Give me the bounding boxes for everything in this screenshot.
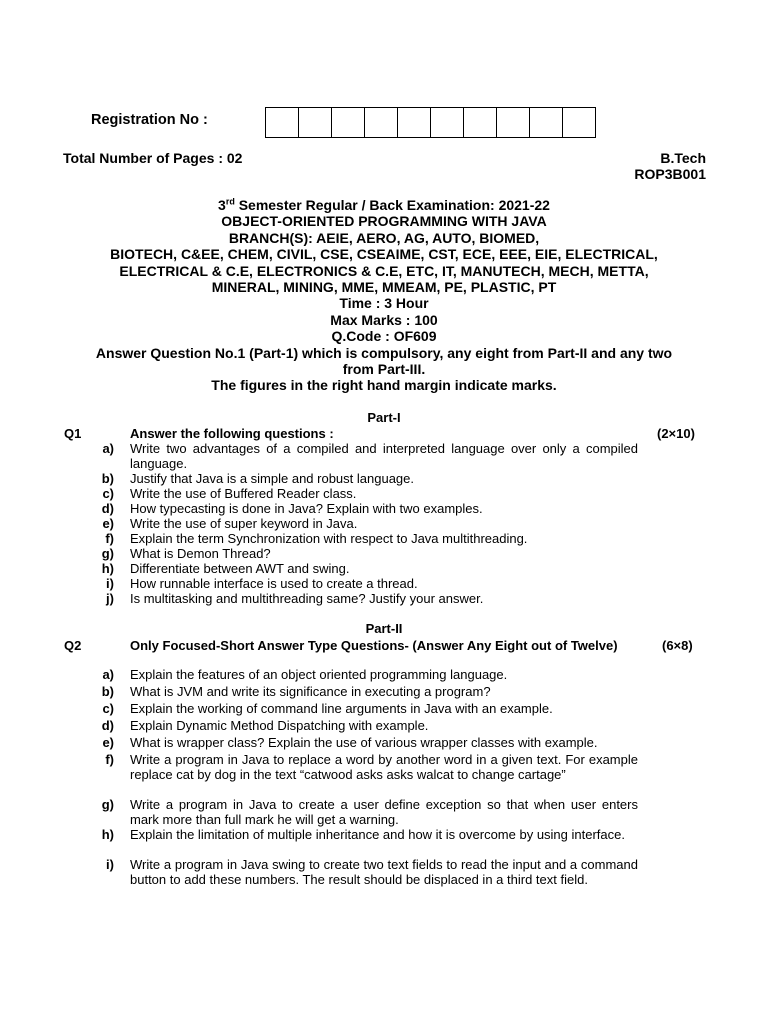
exam-header (40, 197, 728, 394)
item-text: Explain the limitation of multiple inheritance and how it is overcome by using interface. (130, 827, 625, 842)
part-2-heading: Part-II (365, 621, 403, 636)
item-text: Write two advantages of a compiled and interpreted language over only a compiled language. (130, 441, 638, 471)
registration-box (431, 108, 464, 137)
question-title: Only Focused-Short Answer Type Questions- (Answer Any Eight out of Twelve) (130, 638, 618, 653)
registration-box (332, 108, 365, 137)
semester-line (40, 197, 728, 213)
item-label: c) (102, 701, 114, 716)
item-text: What is JVM and write its significance in executing a program? (130, 684, 491, 699)
max-marks: Max Marks : 100 (330, 311, 438, 328)
item-label: f) (105, 752, 114, 767)
item-text: Write the use of Buffered Reader class. (130, 486, 357, 501)
question-number: Q2 (64, 638, 82, 653)
registration-box (299, 108, 332, 137)
item-label: j) (106, 591, 114, 606)
item-text: Explain the working of command line arguments in Java with an example. (130, 701, 553, 716)
question-code: Q.Code : OF609 (331, 328, 437, 345)
degree: B.Tech (660, 150, 706, 166)
item-text: Write a program in Java swing to create two text fields to read the input and a command button to add these numbers. The result should be displaced in a third text field. (130, 857, 638, 887)
exam-time: Time : 3 Hour (339, 295, 429, 312)
registration-box (464, 108, 497, 137)
semester-number: 3 (218, 197, 226, 213)
item-label: a) (102, 441, 114, 456)
part-1-heading: Part-I (367, 410, 401, 425)
registration-box (563, 108, 595, 137)
item-label: i) (106, 857, 114, 872)
item-text: Explain Dynamic Method Dispatching with example. (130, 718, 429, 733)
item-label: d) (101, 501, 114, 516)
item-text: Explain the term Synchronization with respect to Java multithreading. (130, 531, 528, 546)
item-text: How typecasting is done in Java? Explain with two examples. (130, 501, 483, 516)
item-label: b) (101, 471, 114, 486)
item-label: d) (101, 718, 114, 733)
item-label: i) (106, 576, 114, 591)
branches-line: MINERAL, MINING, MME, MMEAM, PE, PLASTIC, PT (211, 279, 557, 296)
item-text: Explain the features of an object oriented programming language. (130, 667, 508, 682)
item-label: f) (105, 531, 114, 546)
semester-suffix: rd (225, 196, 235, 207)
item-label: h) (101, 561, 114, 576)
question-title: Answer the following questions : (130, 426, 334, 441)
registration-label: Registration No : (91, 112, 208, 128)
branches-line: BRANCH(S): AEIE, AERO, AG, AUTO, BIOMED, (228, 229, 540, 246)
instruction-line: from Part-III. (342, 361, 426, 378)
item-text: Justify that Java is a simple and robust language. (130, 471, 414, 486)
question-number: Q1 (64, 426, 82, 441)
item-label: h) (101, 827, 114, 842)
degree-and-code (634, 150, 706, 182)
item-label: g) (101, 797, 114, 812)
item-label: b) (101, 684, 114, 699)
item-text: Is multitasking and multithreading same? Justify your answer. (130, 591, 484, 606)
registration-box (530, 108, 563, 137)
item-text: Differentiate between AWT and swing. (130, 561, 350, 576)
item-label: c) (102, 486, 114, 501)
item-text: How runnable interface is used to create a thread. (130, 576, 418, 591)
semester-text: Semester Regular / Back Examination: 2021-22 (234, 197, 550, 213)
item-text: What is Demon Thread? (130, 546, 271, 561)
item-text: Write a program in Java to create a user define exception so that when user enters mark more than full mark he will get a warning. (130, 797, 638, 827)
question-marks: (6×8) (662, 638, 693, 653)
subject-code: ROP3B001 (634, 166, 706, 182)
registration-box (365, 108, 398, 137)
branches-line: BIOTECH, C&EE, CHEM, CIVIL, CSE, CSEAIME, CST, ECE, EEE, EIE, ELECTRICAL, (110, 246, 658, 263)
instruction-line: Answer Question No.1 (Part-1) which is compulsory, any eight from Part-II and any two (95, 344, 673, 361)
item-label: e) (102, 735, 114, 750)
item-label: g) (101, 546, 114, 561)
item-label: a) (102, 667, 114, 682)
registration-box (398, 108, 431, 137)
registration-box (497, 108, 530, 137)
instruction-line: The figures in the right hand margin indicate marks. (211, 377, 557, 394)
total-pages: Total Number of Pages : 02 (63, 150, 243, 166)
item-label: e) (102, 516, 114, 531)
item-text: What is wrapper class? Explain the use of various wrapper classes with example. (130, 735, 598, 750)
item-text: Write the use of super keyword in Java. (130, 516, 358, 531)
registration-number-boxes (265, 107, 596, 138)
registration-box (266, 108, 299, 137)
branches-line: ELECTRICAL & C.E, ELECTRONICS & C.E, ETC, IT, MANUTECH, MECH, METTA, (119, 262, 649, 279)
subject-title: OBJECT-ORIENTED PROGRAMMING WITH JAVA (221, 213, 547, 230)
item-text: Write a program in Java to replace a word by another word in a given text. For example replace cat by dog in the text “catwood asks asks walcat to change cartage” (130, 752, 638, 782)
question-marks: (2×10) (657, 426, 695, 441)
